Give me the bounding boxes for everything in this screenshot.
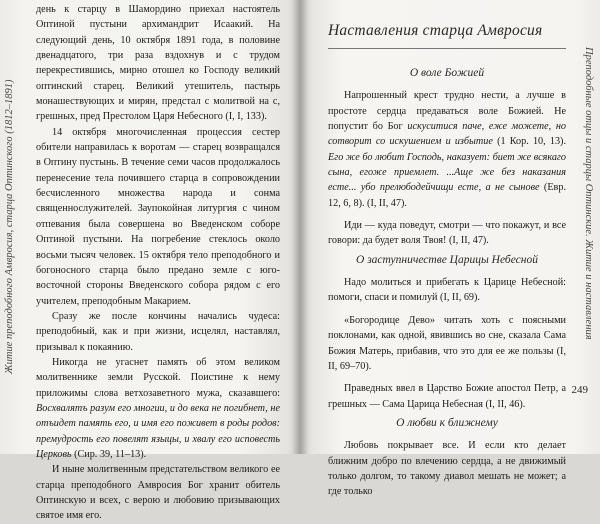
section-3-paragraph-1: Любовь покрывает все. И если кто делает ближним добро по влечению сердца, а не движимый только долгом, то такому диавол мешать не может; а где только [328, 440, 566, 498]
right-page [300, 0, 600, 498]
section-heading-love-of-neighbor: О любви к ближнему [396, 416, 498, 429]
section-1-paragraph-1 [328, 88, 566, 211]
section-2-paragraph-2: «Богородице Дево» читать хоть с поясными поклонами, как одной, явившись во сне, сказала Сама Божия Матерь, прибавив, что это для ее же пользы (I, II, 69–70). [328, 314, 566, 372]
book-gutter [292, 0, 308, 454]
section-1-paragraph-1-ref-2: (Евр. 12, 6, 8). (I, II, 47). [328, 182, 566, 209]
left-page [0, 0, 300, 522]
left-paragraph-2: 14 октября многочисленная процессия сестер обители направилась к воротам — старец возвращался в Оптину пустынь. В течение семи часов продолжалось перенесение тела почившего старца в сопровождении бесчисленного множества народа и сонма священнослужителей. Заупокойная литургия с чином отпевания была совершена во Введенском соборе Оптиной пустыни. На погребение стеклось около восьми тысяч человек. 15 октября тело преподобного и богоносного старца было предано земле с юго-восточной стороны Введенского собора рядом с его учителем, преподобным Макарием. [36, 126, 280, 307]
left-paragraph-4-quote: Восхвалятъ разум его многии, и до века не погибнет, не отъидет память его, и имя его поживет в роды родов: премудрость его повелят языцы, и хвалу его исповесть Церковь [36, 402, 280, 460]
section-2-paragraph-1: Надо молиться и прибегать к Царице Небесной: помоги, спаси и помилуй (I, II, 69). [328, 277, 566, 304]
left-paragraph-4-text: Никогда не угаснет память об этом великом молитвеннике земли Русской. Поистине к нему приложимы слова ветхозаветного мужа, сказавшего: [36, 356, 280, 399]
section-1-paragraph-1-ref: (1 Кор. 10, 13). [492, 136, 566, 148]
section-2-paragraph-3: Праведных ввел в Царство Божие апостол Петр, а грешных — Сама Царица Небесная (I, II, 46). [328, 383, 566, 410]
section-1-paragraph-1-text: Напрошенный крест трудно нести, а лучше в простоте сердца предаваться воле Божией. Не попустит бо Бог [328, 90, 566, 133]
right-body-text [328, 62, 566, 500]
left-paragraph-5: И ныне молитвенным предстательством великого ее старца преподобного Амвросия Бог хранит обитель Оптинскую и всех, с верою и любовию призывающих святое имя его. [36, 464, 280, 522]
left-paragraph-1: день к старцу в Шамордино приехал настоятель Оптиной пустыни архимандрит Исаакий. На следующий день, 10 октября 1891 года, в половине двенадцатого, три раза вздохнув и с трудом перекрестившись, мирно отошел ко Господу великий оптинский старец. Великий утешитель, пастырь монашествующих и мирян, предстал с молитвой на с, грешных, пред Престолом Царя Небесного (I, I, 133). [36, 4, 280, 123]
section-heading-queen-of-heaven: О заступничестве Царицы Небесной [356, 253, 538, 266]
page-number: 249 [571, 384, 588, 396]
left-paragraph-4 [36, 355, 280, 462]
section-1-paragraph-1-quote-2: Его же бо любит Господь, наказует: биет же всякаго сына, егоже приемлет. ...Аще же без наказания есте... убо прелюбодейчищи есте, а не сынове [328, 151, 566, 194]
section-1-paragraph-1-quote: искуситися паче, еже можете, но сотворит со искушением и избытие [328, 121, 566, 148]
section-1-paragraph-2: Иди — куда поведут, смотри — что покажут, и все говори: да будет воля Твоя! (I, II, 47). [328, 220, 566, 247]
left-body-text [36, 2, 280, 524]
left-paragraph-4-ref: (Сир. 39, 11–13). [71, 448, 147, 460]
left-running-head: Житие преподобного Амвросия, старца Оптинского (1812–1891) [4, 79, 15, 375]
title-rule [328, 48, 566, 49]
right-running-head: Преподобные отцы и старцы Оптинские. Житие и наставления [583, 46, 594, 340]
left-paragraph-3: Сразу же после кончины начались чудеса: преподобный, как и при жизни, исцелял, наставлял, призывал к покаянию. [36, 310, 280, 353]
page-title: Наставления старца Амвросия [328, 22, 543, 39]
section-heading-will-of-god: О воле Божией [409, 67, 485, 79]
